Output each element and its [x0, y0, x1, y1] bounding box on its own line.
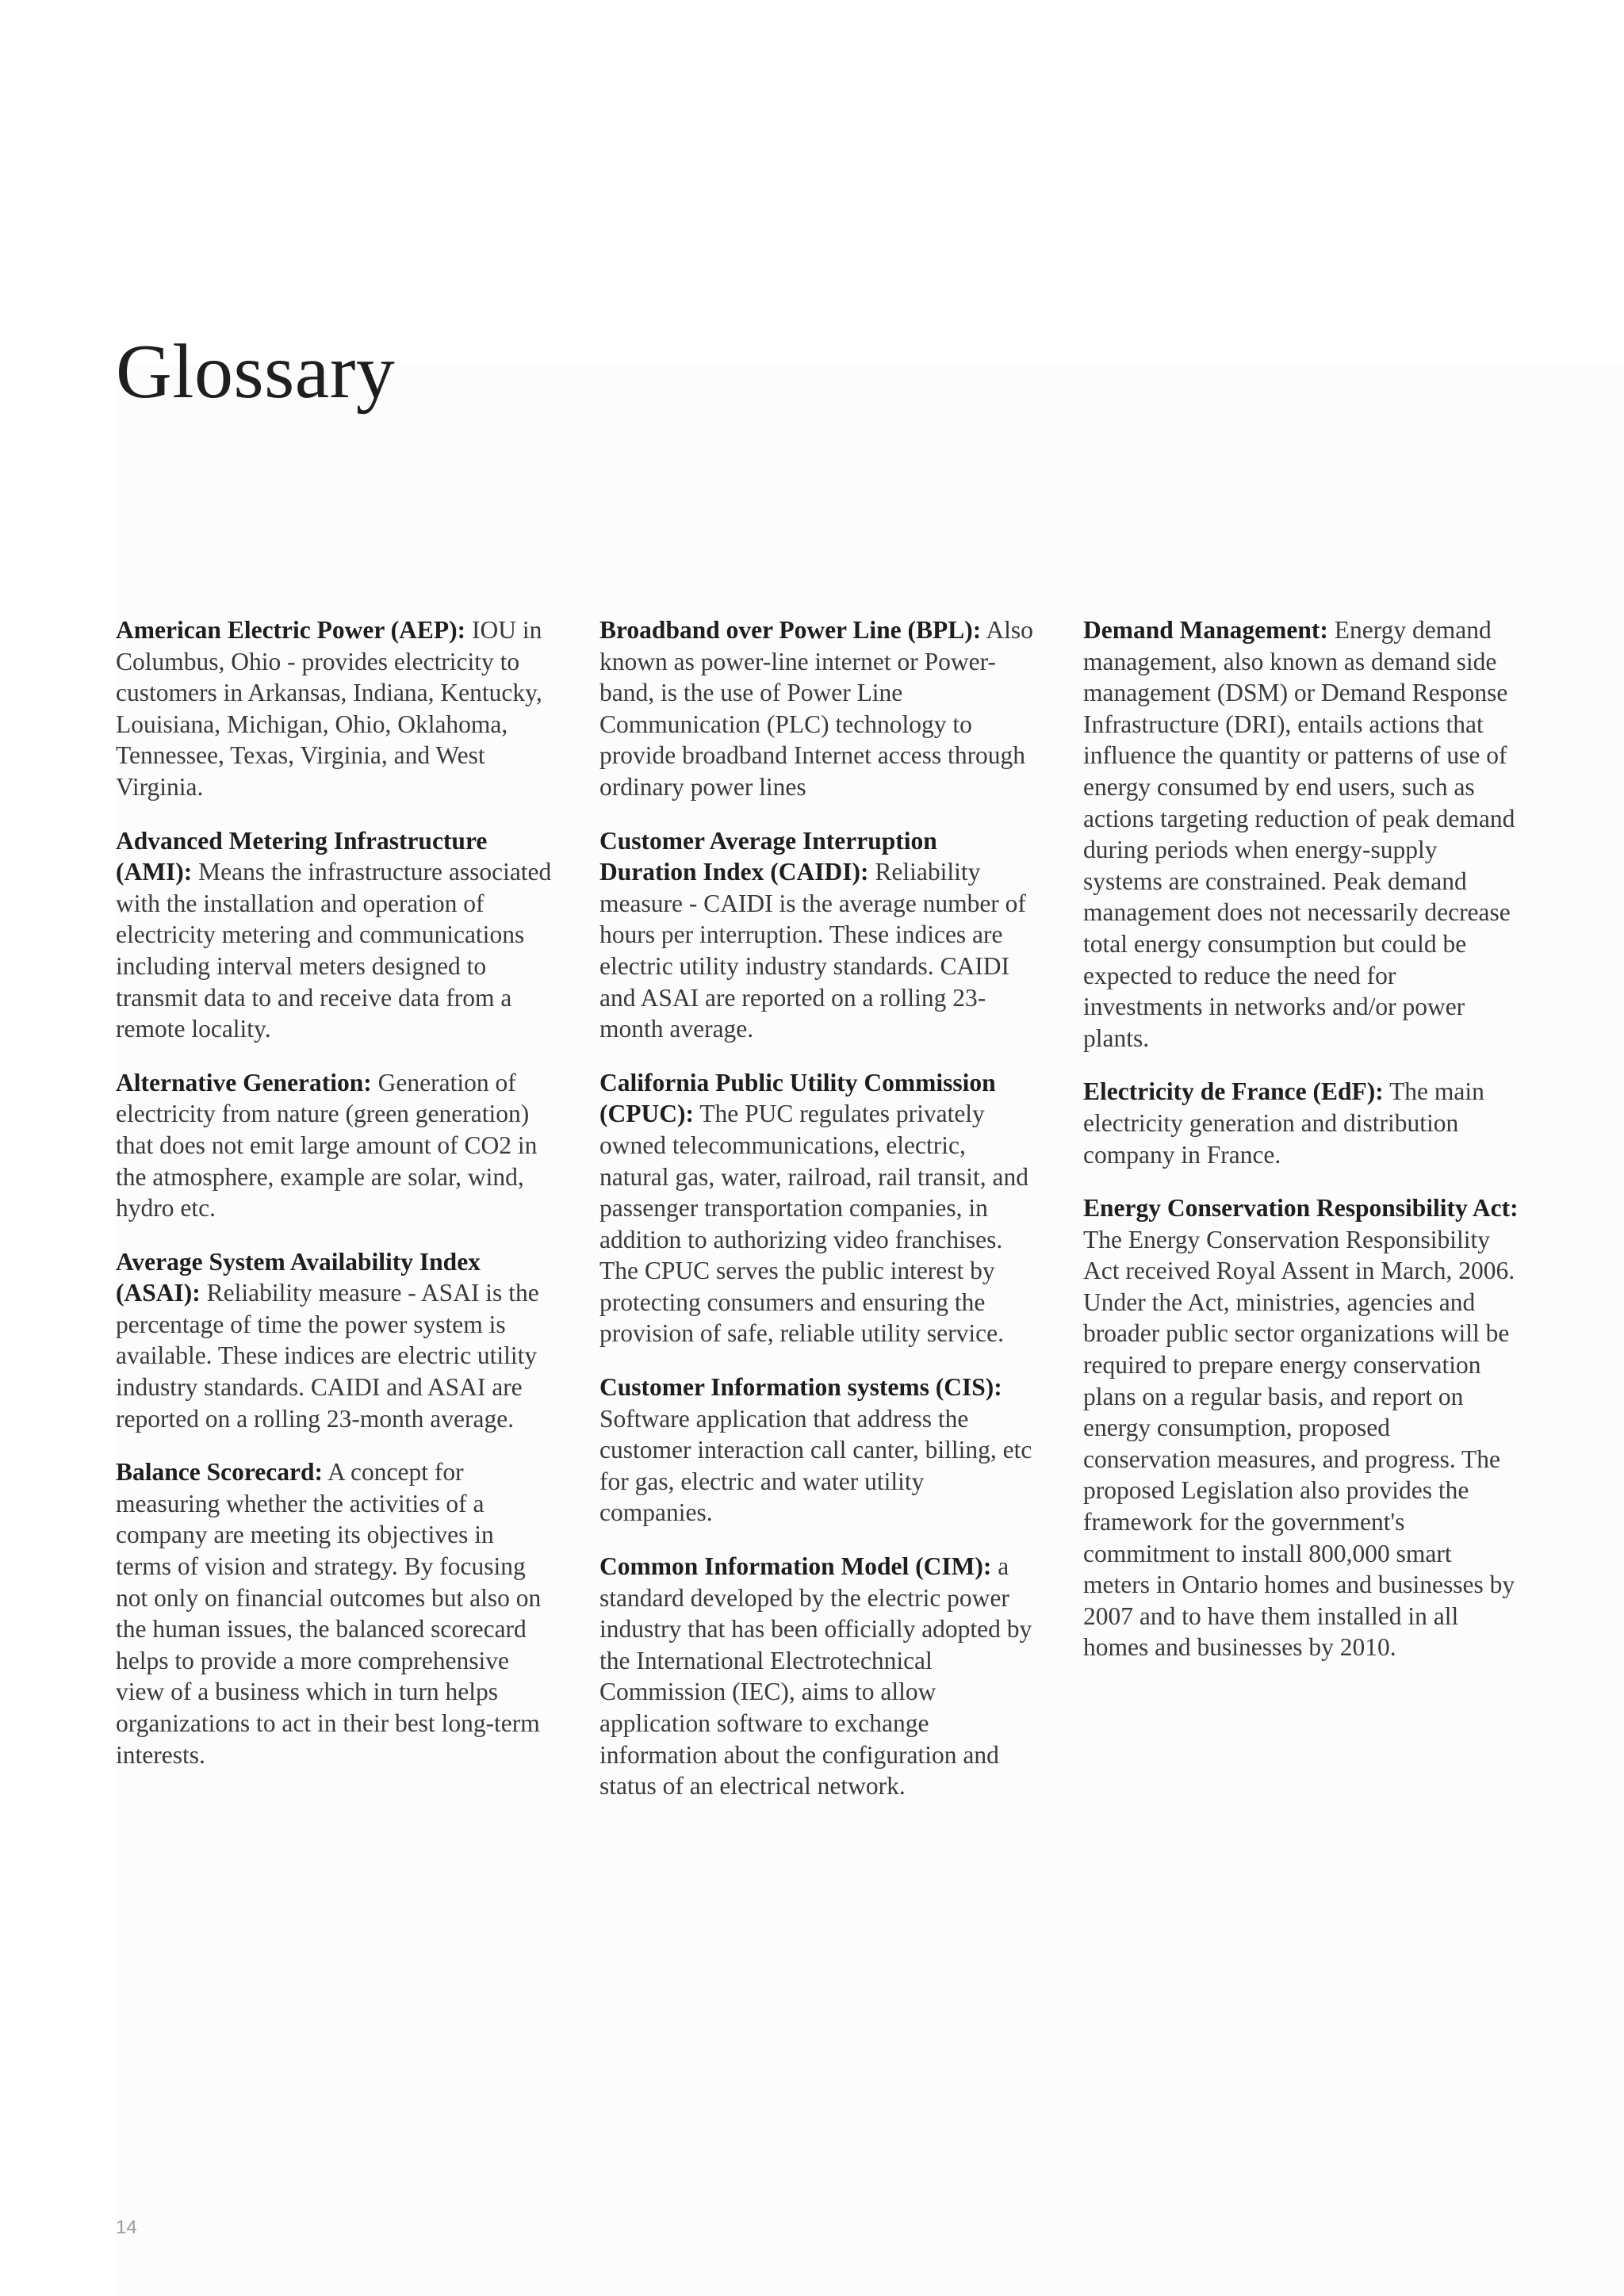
- glossary-column-2: [599, 614, 1036, 1824]
- glossary-definition: Reliability measure - ASAI is the percentage of time the power system is available. These indices are electric utility industry standards. CAIDI and ASAI are reported on a rolling 23-month average.: [116, 1279, 539, 1433]
- glossary-term: Electricity de France (EdF):: [1083, 1077, 1384, 1106]
- glossary-entry-cis: [599, 1372, 1036, 1529]
- glossary-definition: The PUC regulates privately owned telecommunications, electric, natural gas, water, railroad, rail transit, and passenger transportation companies, in addition to authorizing video franchises. The CPUC serves the public interest by protecting consumers and ensuring the provision of safe, reliable utility service.: [599, 1100, 1029, 1348]
- glossary-term: Common Information Model (CIM):: [599, 1552, 992, 1581]
- page-title: Glossary: [116, 329, 396, 415]
- glossary-term: Advanced Metering Infrastructure (AMI):: [116, 826, 488, 886]
- glossary-entry-aep: [116, 614, 552, 803]
- glossary-term: Customer Average Interruption Duration Index (CAIDI):: [599, 826, 937, 886]
- glossary-definition: Also known as power-line internet or Power-band, is the use of Power Line Communication (PLC) technology to provide broadband Internet access through ordinary power lines: [599, 616, 1033, 801]
- page-number: 14: [116, 2217, 137, 2238]
- glossary-term: Average System Availability Index (ASAI):: [116, 1247, 481, 1307]
- glossary-term: California Public Utility Commission (CPUC):: [599, 1068, 996, 1128]
- glossary-term: Energy Conservation Responsibility Act:: [1083, 1194, 1519, 1223]
- glossary-definition: IOU in Columbus, Ohio - provides electricity to customers in Arkansas, Indiana, Kentucky, Louisiana, Michigan, Ohio, Oklahoma, Tennessee, Texas, Virginia, and West Virginia.: [116, 616, 542, 801]
- glossary-definition: Generation of electricity from nature (green generation) that does not emit large amount of CO2 in the atmosphere, example are solar, wind, hydro etc.: [116, 1068, 538, 1223]
- glossary-entry-cpuc: [599, 1067, 1036, 1349]
- glossary-term: Customer Information systems (CIS):: [599, 1373, 1002, 1402]
- glossary-entry-bpl: [599, 614, 1036, 803]
- glossary-definition: The Energy Conservation Responsibility Act received Royal Assent in March, 2006. Under the Act, ministries, agencies and broader public sector organizations will be required to prepare energy conservation plans on a regular basis, and report on energy consumption, proposed conservation measures, and progress. The proposed Legislation also provides the framework for the government's commitment to install 800,000 smart meters in Ontario homes and businesses by 2007 and to have them installed in all homes and businesses by 2010.: [1083, 1225, 1515, 1662]
- glossary-entry-ami: [116, 825, 552, 1045]
- glossary-term: Broadband over Power Line (BPL):: [599, 616, 982, 644]
- glossary-entry-balance-scorecard: [116, 1456, 552, 1770]
- glossary-term: Alternative Generation:: [116, 1068, 372, 1096]
- glossary-column-3: [1083, 614, 1519, 1686]
- glossary-entry-edf: [1083, 1076, 1519, 1170]
- glossary-term: Balance Scorecard:: [116, 1458, 323, 1487]
- glossary-entry-energy-conservation-act: [1083, 1192, 1519, 1663]
- glossary-entry-caidi: [599, 825, 1036, 1045]
- glossary-column-1: [116, 614, 552, 1793]
- glossary-definition: a standard developed by the electric power industry that has been officially adopted by the International Electrotechnical Commission (IEC), aims to allow application software to exchange information about the configuration and status of an electrical network.: [599, 1552, 1032, 1800]
- glossary-definition: Energy demand management, also known as demand side management (DSM) or Demand Response Infrastructure (DRI), entails actions that influence the quantity or patterns of use of energy consumed by end users, such as actions targeting reduction of peak demand during periods when energy-supply systems are constrained. Peak demand management does not necessarily decrease total energy consumption but could be expected to reduce the need for investments in networks and/or power plants.: [1083, 616, 1515, 1052]
- glossary-entry-cim: [599, 1551, 1036, 1802]
- glossary-definition: A concept for measuring whether the activities of a company are meeting its objectives in terms of vision and strategy. By focusing not only on financial outcomes but also on the human issues, the balanced scorecard helps to provide a more comprehensive view of a business which in turn helps organizations to act in their best long-term interests.: [116, 1458, 542, 1769]
- glossary-definition: Software application that address the customer interaction call canter, billing, etc for gas, electric and water utility companies.: [599, 1404, 1032, 1527]
- glossary-definition: The main electricity generation and distribution company in France.: [1083, 1077, 1484, 1169]
- glossary-entry-alternative-generation: [116, 1067, 552, 1224]
- glossary-definition: Reliability measure - CAIDI is the average number of hours per interruption. These indices are electric utility industry standards. CAIDI and ASAI are reported on a rolling 23-month average.: [599, 858, 1026, 1043]
- glossary-entry-asai: [116, 1246, 552, 1435]
- glossary-term: American Electric Power (AEP):: [116, 616, 466, 644]
- glossary-definition: Means the infrastructure associated with the installation and operation of electricity metering and communications including interval meters designed to transmit data to and receive data from a remote locality.: [116, 858, 552, 1043]
- glossary-term: Demand Management:: [1083, 616, 1328, 644]
- glossary-entry-demand-management: [1083, 614, 1519, 1054]
